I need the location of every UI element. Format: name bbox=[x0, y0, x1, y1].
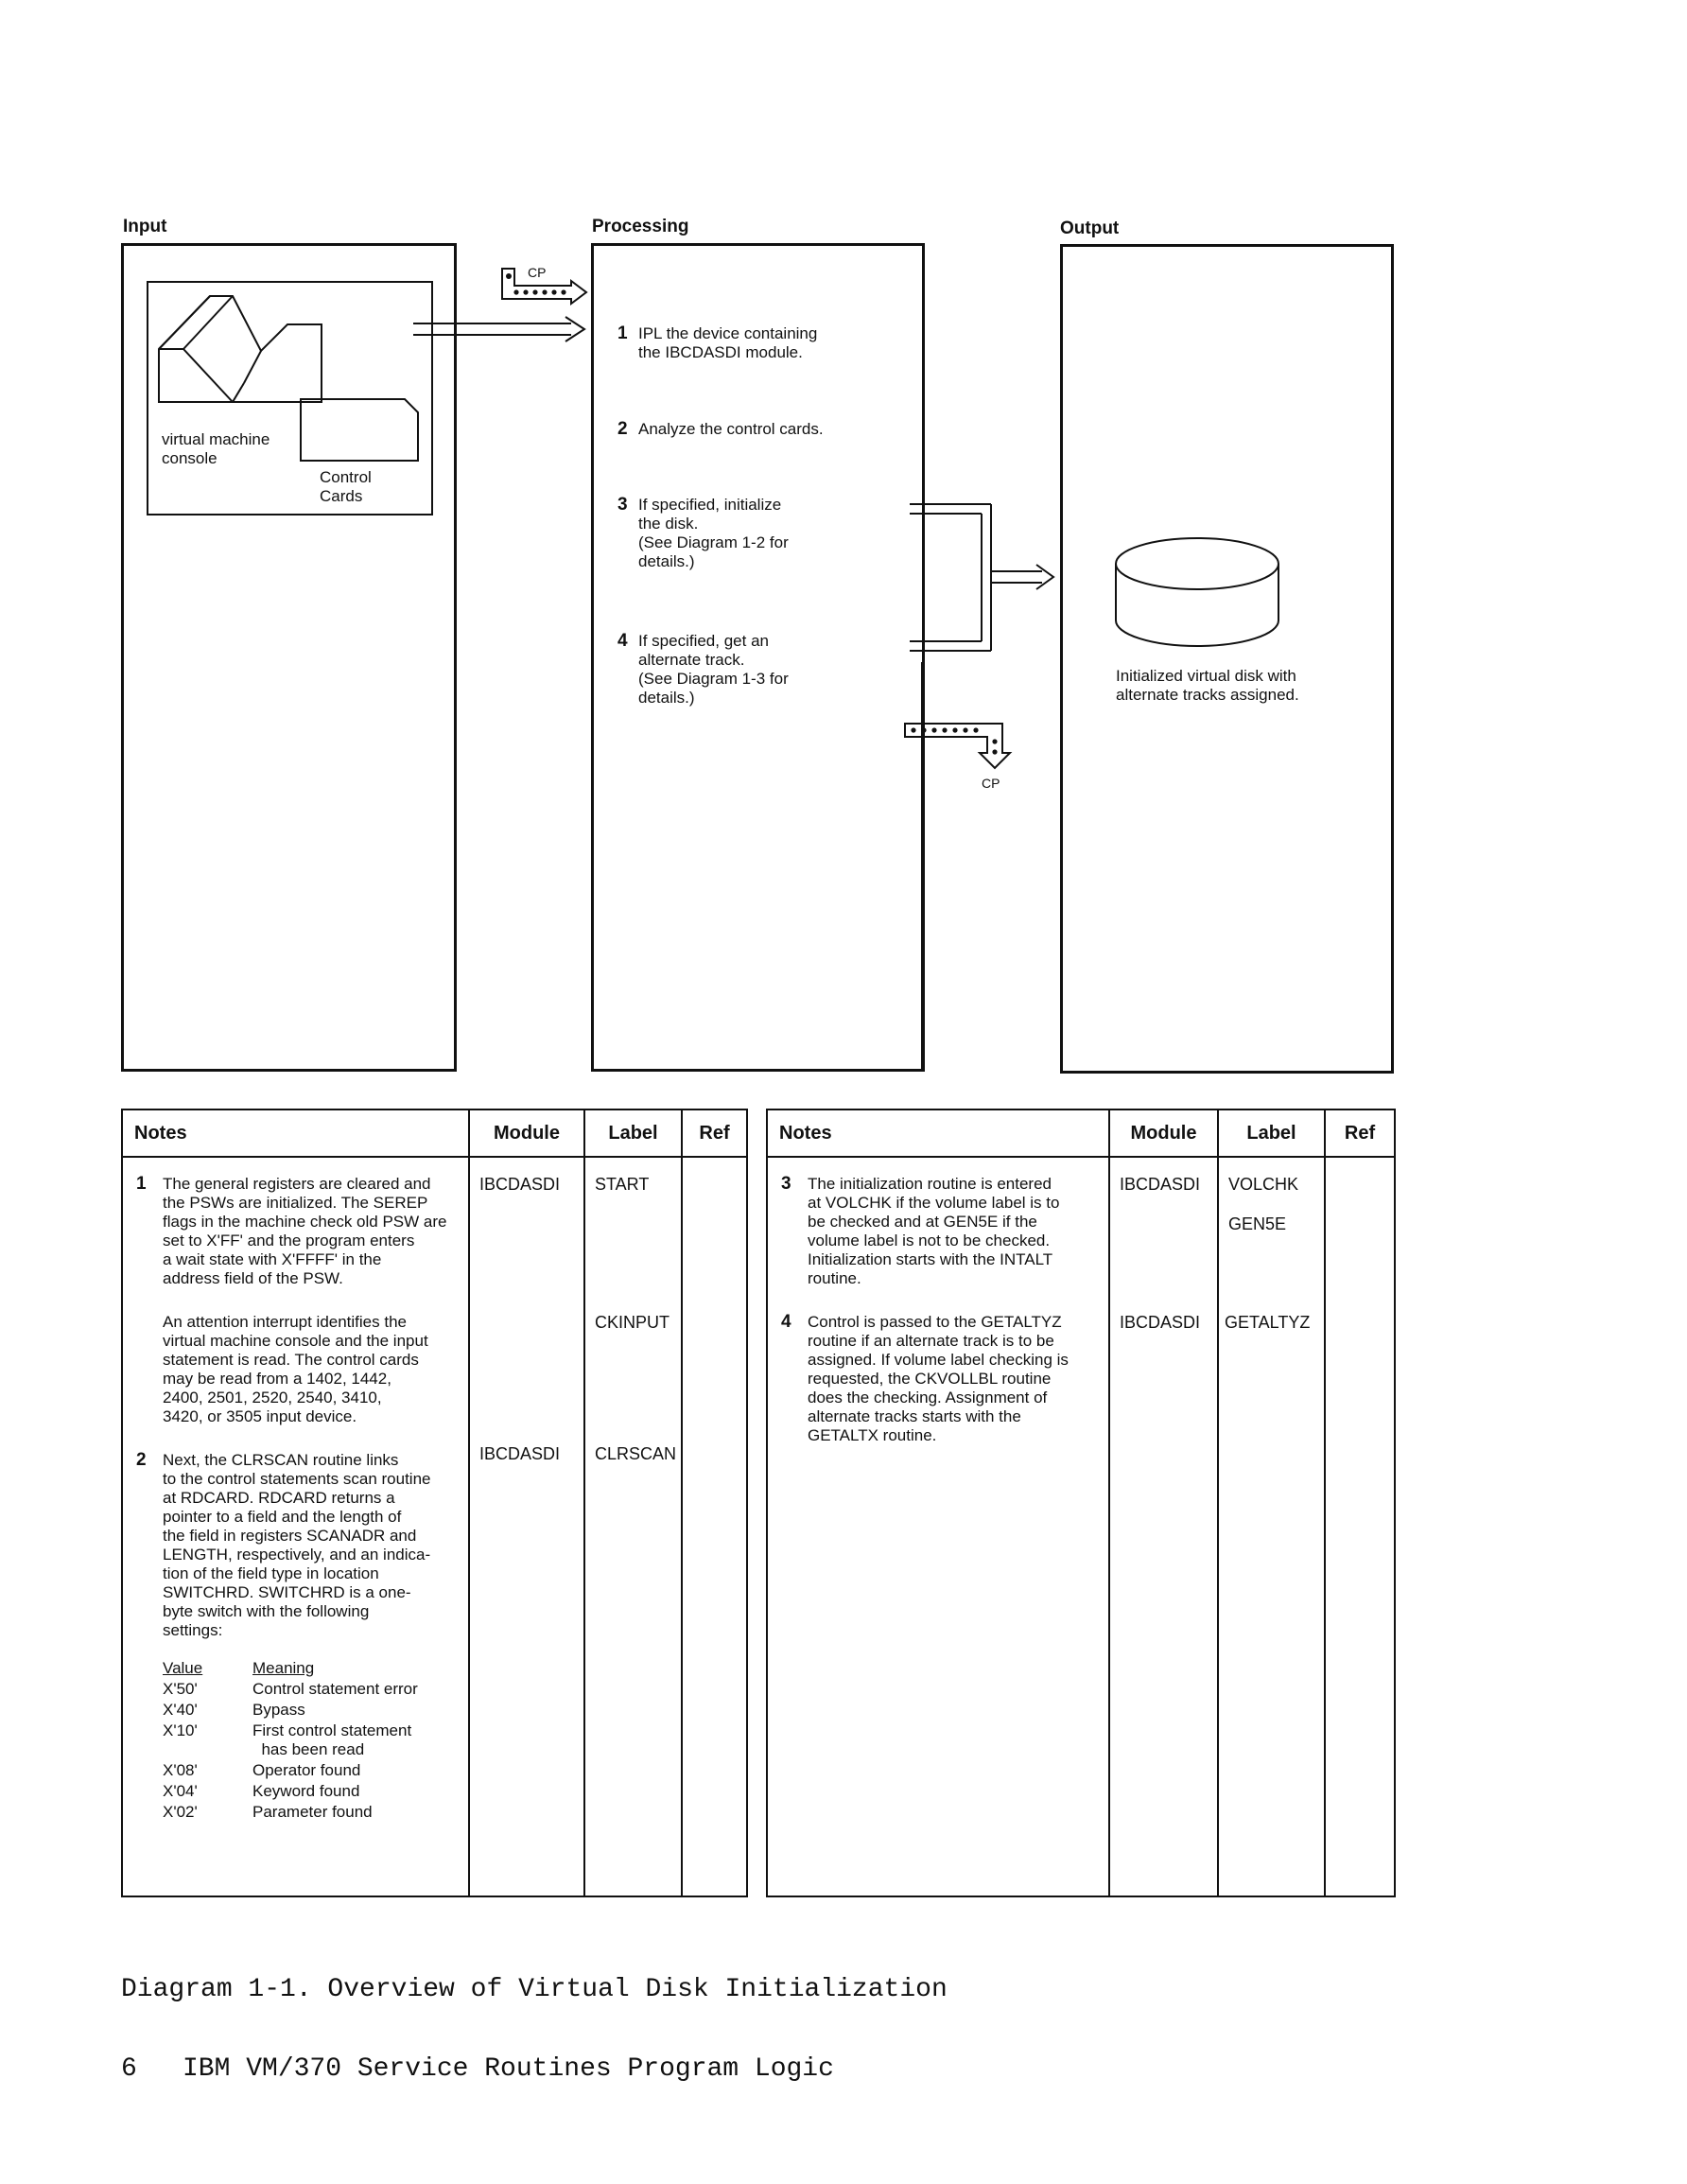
left-notes-table bbox=[121, 1109, 748, 1897]
note-4: 4 Control is passed to the GETALTYZ routine if an alternate track is to be assigned. If volume label checking is requested, the CKVOLLBL routine does the checking. Assignment of alternate tracks starts with the GETALTX routine. bbox=[781, 1312, 1069, 1444]
bracket-arrow bbox=[910, 504, 1053, 651]
control-card-icon bbox=[301, 399, 418, 461]
step-3: 3 If specified, initialize the disk. (See Diagram 1-2 for details.) bbox=[617, 495, 789, 570]
meaning-header: Meaning bbox=[252, 1659, 315, 1677]
notes-header: Notes bbox=[122, 1109, 469, 1157]
note-1: 1 The general registers are cleared and the PSWs are initialized. The SEREP flags in the machine check old PSW are set to X'FF' and the program enters a wait state with X'FFFF' in the address field of the PSW. bbox=[136, 1174, 447, 1287]
right-notes-cell bbox=[767, 1157, 1109, 1896]
step-1: 1 IPL the device containing the IBCDASDI module. bbox=[617, 323, 818, 361]
label-header: Label bbox=[584, 1109, 682, 1157]
cp-entry-label: CP bbox=[528, 265, 547, 280]
switch-row: X'02' Parameter found bbox=[163, 1803, 373, 1821]
console-icon bbox=[159, 296, 322, 402]
note-2: 2 Next, the CLRSCAN routine links to the control statements scan routine at RDCARD. RDCARD returns a pointer to a field and the length of the field in registers SCANADR and LENGTH, respectively, and an indica- tion of the field type in location SWITCHRD. SWITCHRD is a one- byte switch with the following settings: Value Meaning X'50' Control statement error X'40' Bypass X'10' First control statement has been read X'08' Operator found X'04' Keyword found X'02' Parameter found bbox=[123, 1451, 468, 1824]
module-note-4: IBCDASDI bbox=[1120, 1313, 1201, 1332]
output-header: Output bbox=[1060, 218, 1120, 238]
module-note-2: IBCDASDI bbox=[479, 1444, 561, 1463]
notes-header: Notes bbox=[767, 1109, 1109, 1157]
left-label-cell bbox=[584, 1157, 682, 1896]
module-header: Module bbox=[1109, 1109, 1218, 1157]
label-start: START bbox=[595, 1175, 650, 1194]
page-number: 6 bbox=[121, 2054, 137, 2084]
cp-exit-label: CP bbox=[982, 776, 1000, 791]
label-ckinput: CKINPUT bbox=[595, 1313, 670, 1332]
input-header: Input bbox=[123, 217, 167, 236]
switch-row: X'40' Bypass bbox=[163, 1701, 305, 1719]
label-header: Label bbox=[1218, 1109, 1325, 1157]
label-gen5e: GEN5E bbox=[1228, 1214, 1287, 1233]
value-header: Value bbox=[163, 1659, 203, 1677]
left-ref-cell bbox=[682, 1157, 747, 1896]
switch-row: X'08' Operator found bbox=[163, 1761, 361, 1779]
module-note-1: IBCDASDI bbox=[479, 1175, 561, 1194]
right-module-cell bbox=[1109, 1157, 1218, 1896]
output-disk-label: Initialized virtual disk with alternate tracks assigned. bbox=[1116, 667, 1299, 704]
input-arrow bbox=[413, 317, 584, 341]
step-2: 2 Analyze the control cards. bbox=[617, 419, 824, 439]
diagram-caption: Diagram 1-1. Overview of Virtual Disk Initialization bbox=[121, 1975, 948, 2004]
module-note-3: IBCDASDI bbox=[1120, 1175, 1201, 1194]
right-notes-table bbox=[766, 1109, 1396, 1897]
ref-header: Ref bbox=[1325, 1109, 1395, 1157]
right-label-cell bbox=[1218, 1157, 1325, 1896]
module-header: Module bbox=[469, 1109, 584, 1157]
step-4: 4 If specified, get an alternate track. (See Diagram 1-3 for details.) bbox=[617, 631, 789, 707]
ref-header: Ref bbox=[682, 1109, 747, 1157]
switch-row: X'04' Keyword found bbox=[163, 1782, 360, 1800]
switch-row: X'50' Control statement error bbox=[163, 1680, 418, 1698]
document-title: IBM VM/370 Service Routines Program Logic bbox=[183, 2054, 834, 2084]
label-clrscan: CLRSCAN bbox=[595, 1444, 677, 1463]
console-label: virtual machine console bbox=[162, 430, 270, 467]
switch-settings-table bbox=[163, 1659, 418, 1824]
left-notes-cell bbox=[122, 1157, 469, 1896]
switch-row: X'10' First control statement has been read bbox=[163, 1721, 412, 1758]
note-1b: An attention interrupt identifies the virtual machine console and the input statement is read. The control cards may be read from a 1402, 1442, 2400, 2501, 2520, 2540, 3410, 3420, or 3505 input device. bbox=[163, 1313, 428, 1425]
processing-header: Processing bbox=[592, 217, 689, 236]
disk-icon bbox=[1116, 538, 1278, 646]
note-3: 3 The initialization routine is entered at VOLCHK if the volume label is to be checked and at GEN5E if the volume label is not to be checked. Initialization starts with the INTALT routine. bbox=[781, 1174, 1060, 1287]
left-module-cell bbox=[469, 1157, 584, 1896]
label-getaltyz: GETALTYZ bbox=[1225, 1313, 1311, 1332]
right-ref-cell bbox=[1325, 1157, 1395, 1896]
cards-label: Control Cards bbox=[320, 468, 372, 505]
label-volchk: VOLCHK bbox=[1228, 1175, 1299, 1194]
